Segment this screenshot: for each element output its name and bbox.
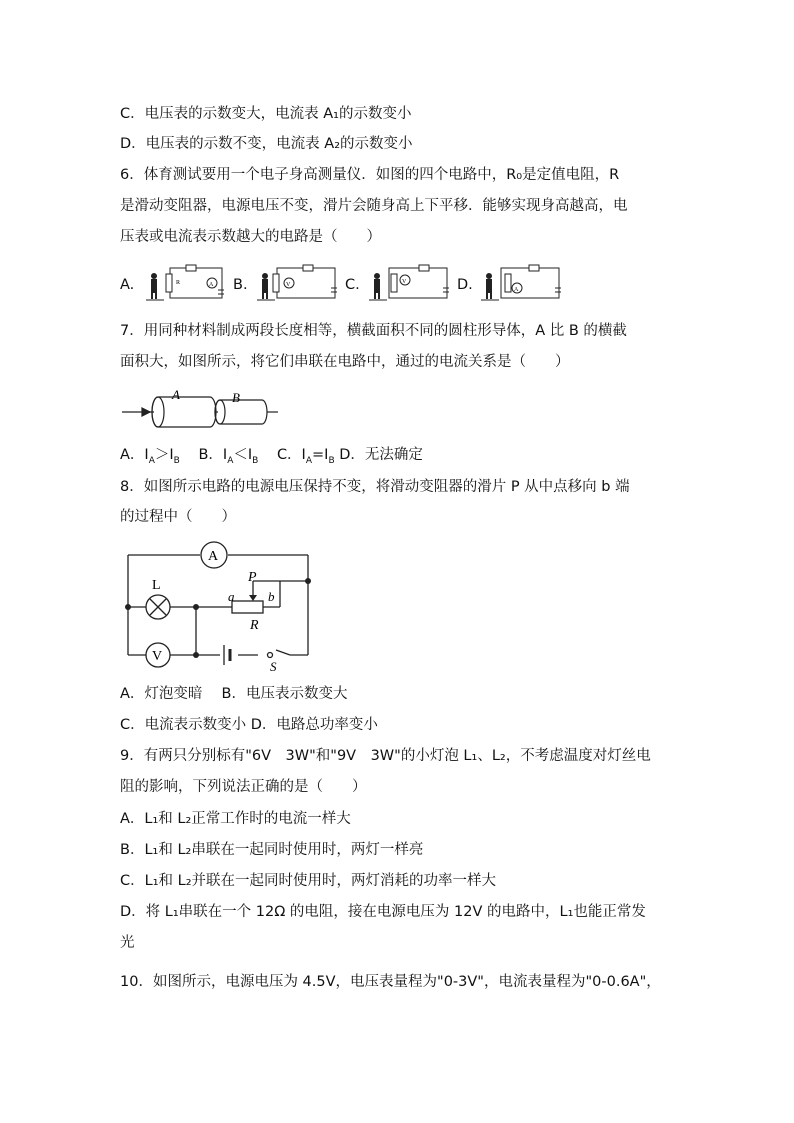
svg-text:R: R <box>176 280 181 286</box>
q7-label-b: B <box>232 390 240 405</box>
q6-stem-line3: 压表或电流表示数越大的电路是（ ） <box>120 229 381 245</box>
q8-slider-label: P <box>248 570 257 585</box>
q8-circuit-figure <box>120 535 320 675</box>
q7-label-a: A <box>172 388 180 402</box>
q7-stem-line1: 7．用同种材料制成两段长度相等，横截面积不同的圆柱形导体，A 比 B 的横截 <box>120 323 627 339</box>
q6-circuit-b <box>255 262 341 304</box>
q6-circuit-c <box>367 262 453 304</box>
svg-text:A: A <box>514 287 519 293</box>
q5-option-c: C．电压表的示数变大，电流表 A₁的示数变小 <box>120 106 412 122</box>
q7-answers: A．$I_A>I_B$ B．$I_A<I_B$ C．$I_A=I_B$ D．无法确定 <box>120 447 423 466</box>
q6-option-b-label: B. <box>233 277 248 293</box>
q8-stem-line2: 的过程中（ ） <box>120 509 236 525</box>
q9-stem-line1: 9．有两只分别标有"6V 3W"和"9V 3W"的小灯泡 L₁、L₂，不考虑温度对灯丝电 <box>120 748 651 764</box>
svg-text:V: V <box>286 282 291 288</box>
q8-options-cd: C．电流表示数变小 D．电路总功率变小 <box>120 717 378 733</box>
q8-options-ab: A．灯泡变暗 B．电压表示数变大 <box>120 686 348 702</box>
q6-option-d-label: D. <box>457 277 473 293</box>
q8-rheostat-label: R <box>250 618 259 633</box>
q6-circuit-d <box>479 262 565 304</box>
q9-stem-line2: 阻的影响，下列说法正确的是（ ） <box>120 779 367 795</box>
q5-option-d: D．电压表的示数不变，电流表 A₂的示数变小 <box>120 136 413 152</box>
svg-text:A: A <box>209 282 214 288</box>
q9-option-a: A．L₁和 L₂正常工作时的电流一样大 <box>120 811 351 827</box>
q10-stem-line1: 10．如图所示，电源电压为 4.5V，电压表量程为"0-3V"，电流表量程为"0-0.6A"， <box>120 974 661 990</box>
q6-stem-line2: 是滑动变阻器，电源电压不变，滑片会随身高上下平移．能够实现身高越高，电 <box>120 198 628 214</box>
q6-circuit-a <box>142 262 228 304</box>
q8-end-a-label: a <box>228 589 235 604</box>
q8-stem-line1: 8．如图所示电路的电源电压保持不变，将滑动变阻器的滑片 P 从中点移向 b 端 <box>120 479 630 495</box>
q8-ammeter-label: A <box>208 549 219 564</box>
q8-voltmeter-label: V <box>152 649 163 664</box>
q6-stem-line1: 6．体育测试要用一个电子身高测量仪．如图的四个电路中，R₀是定值电阻，R <box>120 167 620 183</box>
q6-option-a-label: A. <box>120 277 135 293</box>
q7-stem-line2: 面积大，如图所示，将它们串联在电路中，通过的电流关系是（ ） <box>120 354 570 370</box>
q9-option-d-line1: D．将 L₁串联在一个 12Ω 的电阻，接在电源电压为 12V 的电路中，L₁也能正常发 <box>120 904 646 920</box>
q8-switch-label: S <box>270 659 277 674</box>
svg-text:V: V <box>402 279 407 285</box>
q9-option-b: B．L₁和 L₂串联在一起同时使用时，两灯一样亮 <box>120 842 424 858</box>
q9-option-c: C．L₁和 L₂并联在一起同时使用时，两灯消耗的功率一样大 <box>120 873 497 889</box>
q7-conductor-figure <box>120 388 280 430</box>
q8-lamp-label: L <box>152 578 161 593</box>
q9-option-d-line2: 光 <box>120 935 135 951</box>
q6-option-c-label: C. <box>345 277 360 293</box>
q8-end-b-label: b <box>268 589 275 604</box>
